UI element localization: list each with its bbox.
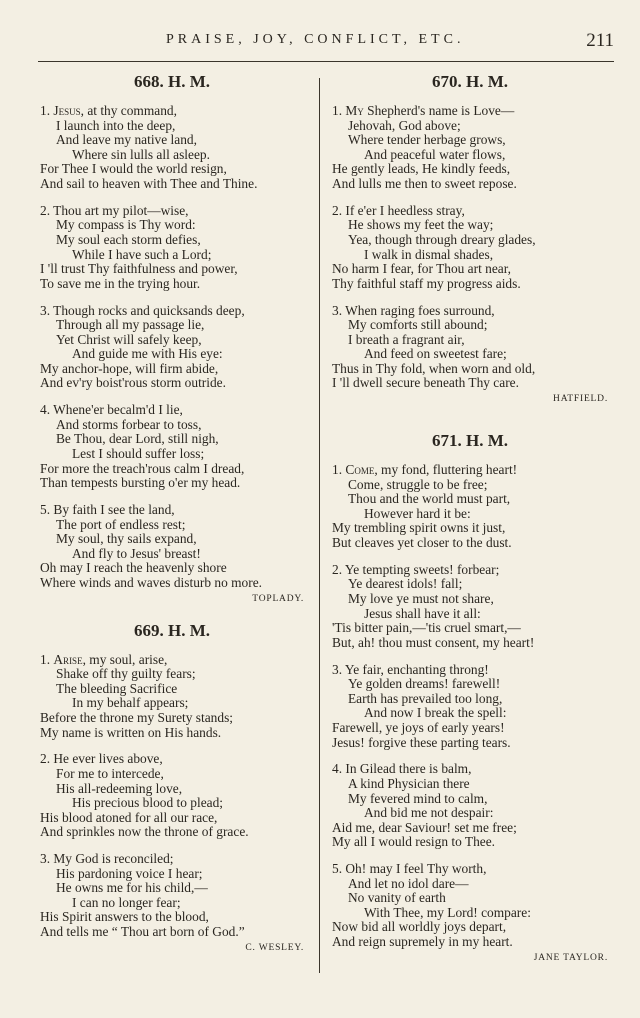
verse-line: His pardoning voice I hear; [56, 865, 203, 881]
verse-line: My name is written on His hands. [40, 724, 222, 740]
verse-line: Ye golden dreams! farewell! [348, 676, 501, 692]
verse-line: And bid me not despair: [364, 805, 494, 821]
stanza [40, 204, 304, 292]
verse-line: 3. My God is reconciled; [40, 851, 174, 867]
hymn-title: 670. H. M. [431, 72, 509, 91]
verse-line: His precious blood to plead; [72, 795, 223, 811]
verse-line: Come, struggle to be free; [348, 476, 488, 492]
verse-line: Earth has prevailed too long, [348, 690, 503, 706]
verse-line: In my behalf appears; [72, 695, 189, 711]
verse-line: And reign supremely in my heart. [332, 934, 513, 950]
verse-line: But cleaves yet closer to the dust. [332, 535, 512, 551]
verse-line: Where tender herbage grows, [348, 132, 506, 148]
verse-line: I 'll dwell secure beneath Thy care. [332, 375, 519, 391]
hymn-669 [40, 621, 304, 954]
stanza [332, 563, 608, 651]
verse-line: And sprinkles now the throne of grace. [40, 824, 249, 840]
verse-line: Jesus! forgive these parting tears. [332, 734, 511, 750]
verse-line: 2. Ye tempting sweets! forbear; [332, 561, 500, 577]
verse-line: My soul each storm defies, [56, 231, 201, 247]
verse-line: And now I break the spell: [364, 705, 507, 721]
stanza [332, 663, 608, 751]
verse-line: And sail to heaven with Thee and Thine. [40, 175, 258, 191]
hymn-title: 669. H. M. [133, 620, 211, 640]
verse-line: Yea, though through dreary glades, [348, 231, 536, 247]
verse-line: To save me in the trying hour. [40, 275, 201, 291]
verse-line: My anchor-hope, will firm abide, [40, 360, 219, 376]
verse-line: My all I would resign to Thee. [332, 834, 496, 850]
verse-line: I launch into the deep, [56, 117, 176, 133]
verse-line: My comforts still abound; [348, 317, 488, 333]
verse-line: Aid me, dear Saviour! set me free; [332, 819, 517, 835]
verse-line: And feed on sweetest fare; [364, 346, 507, 362]
stanza [40, 852, 304, 940]
verse-line: And leave my native land, [56, 132, 197, 148]
verse-line: 1. My Shepherd's name is Love— [332, 103, 515, 118]
hymn-author: C. WESLEY. [245, 942, 304, 953]
verse-line: He gently leads, He kindly feeds, [332, 161, 511, 177]
stanza [332, 463, 608, 551]
verse-line: I breath a fragrant air, [348, 331, 465, 347]
hymn-author: JANE TAYLOR. [533, 952, 608, 963]
stanza [40, 304, 304, 392]
verse-line: 3. Ye fair, enchanting throng! [332, 661, 489, 677]
stanza [332, 304, 608, 392]
verse-line: 2. He ever lives above, [40, 751, 163, 767]
verse-line: Before the throne my Surety stands; [40, 709, 234, 725]
verse-line: Thus in Thy fold, when worn and old, [332, 360, 536, 376]
running-title: PRAISE, JOY, CONFLICT, ETC. [166, 32, 465, 47]
verse-line: My compass is Thy word: [56, 217, 196, 233]
verse-line: I can no longer fear; [72, 894, 181, 910]
stanza [40, 403, 304, 491]
verse-line: Where sin lulls all asleep. [72, 146, 210, 162]
verse-line: Jehovah, God above; [348, 117, 461, 133]
stanza [332, 204, 608, 292]
verse-line: 5. By faith I see the land, [40, 502, 175, 517]
left-column [40, 62, 304, 954]
verse-line: For me to intercede, [56, 765, 164, 781]
verse-line: Oh may I reach the heavenly shore [40, 560, 227, 576]
stanza [40, 752, 304, 840]
verse-line: Where winds and waves disturb no more. [40, 574, 263, 590]
verse-line: Lest I should suffer loss; [72, 446, 205, 462]
hymn-title: 668. H. M. [133, 72, 211, 91]
verse-line: My love ye must not share, [348, 591, 494, 606]
stanza [332, 104, 608, 192]
verse-line: Thy faithful staff my progress aids. [332, 275, 521, 291]
hymn-670 [332, 72, 608, 405]
verse-line: His all-redeeming love, [56, 780, 183, 796]
stanza [40, 104, 304, 192]
hymn-author: HATFIELD. [553, 394, 608, 405]
right-column [332, 62, 608, 964]
column-divider [319, 78, 320, 973]
verse-line: And lulls me then to sweet repose. [332, 175, 517, 191]
verse-line: However hard it be: [364, 505, 471, 521]
verse-line: He shows my feet the way; [348, 217, 494, 233]
verse-line: Through all my passage lie, [56, 317, 205, 333]
verse-line: While I have such a Lord; [72, 246, 212, 262]
verse-line: 4. Whene'er becalm'd I lie, [40, 402, 183, 418]
stanza [332, 762, 608, 850]
verse-line: My fevered mind to calm, [348, 790, 488, 806]
stanza [40, 503, 304, 591]
verse-line: Yet Christ will safely keep, [56, 331, 202, 347]
verse-line: No harm I fear, for Thou art near, [332, 261, 512, 277]
verse-line: No vanity of earth [348, 890, 446, 906]
verse-line: Jesus shall have it all: [364, 605, 481, 621]
verse-line: My trembling spirit owns it just, [332, 520, 506, 536]
verse-line: 2. If e'er I heedless stray, [332, 202, 465, 218]
verse-line: With Thee, my Lord! compare: [364, 904, 531, 920]
hymn-671 [332, 431, 608, 964]
running-header [38, 30, 614, 54]
verse-line: 1. Arise, my soul, arise, [40, 651, 168, 667]
verse-line: And ev'ry boist'rous storm outride. [40, 375, 226, 391]
verse-line: Shake off thy guilty fears; [56, 666, 196, 682]
verse-line: And tells me “ Thou art born of God.” [40, 924, 245, 940]
verse-line: But, ah! thou must consent, my heart! [332, 634, 535, 650]
stanza [332, 862, 608, 950]
verse-line: A kind Physician there [348, 775, 470, 791]
hymn-title: 671. H. M. [431, 431, 509, 451]
verse-line: And storms forbear to toss, [56, 416, 202, 432]
verse-line: Be Thou, dear Lord, still nigh, [56, 431, 219, 447]
verse-line: 2. Thou art my pilot—wise, [40, 202, 189, 218]
verse-line: Ye dearest idols! fall; [348, 576, 463, 592]
verse-line: 'Tis bitter pain,—'tis cruel smart,— [332, 620, 521, 636]
verse-line: My soul, thy sails expand, [56, 531, 197, 547]
verse-line: He owns me for his child,— [56, 880, 208, 896]
verse-line: I 'll trust Thy faithfulness and power, [40, 261, 238, 277]
verse-line: Farewell, ye joys of early years! [332, 719, 505, 735]
stanza [40, 653, 304, 741]
verse-line: And let no idol dare— [348, 875, 469, 891]
verse-line: 1. Come, my fond, fluttering heart! [332, 462, 518, 478]
verse-line: And fly to Jesus' breast! [72, 545, 201, 561]
verse-line: 5. Oh! may I feel Thy worth, [332, 861, 487, 877]
verse-line: The bleeding Sacrifice [56, 680, 178, 696]
hymn-668 [40, 72, 304, 605]
verse-line: Than tempests bursting o'er my head. [40, 475, 241, 491]
verse-line: And guide me with His eye: [72, 346, 223, 362]
verse-line: His blood atoned for all our race, [40, 809, 218, 825]
verse-line: The port of endless rest; [56, 516, 186, 532]
hymn-author: TOPLADY. [252, 593, 304, 604]
verse-line: And peaceful water flows, [364, 146, 506, 162]
verse-line: Thou and the world must part, [348, 491, 511, 507]
verse-line: 1. Jesus, at thy command, [40, 103, 177, 118]
verse-line: For Thee I would the world resign, [40, 161, 227, 177]
verse-line: I walk in dismal shades, [364, 246, 494, 262]
verse-line: For more the treach'rous calm I dread, [40, 460, 245, 476]
verse-line: 4. In Gilead there is balm, [332, 761, 472, 777]
verse-line: Now bid all worldly joys depart, [332, 919, 507, 935]
verse-line: 3. When raging foes surround, [332, 302, 495, 318]
page-number: 211 [586, 30, 614, 51]
verse-line: His Spirit answers to the blood, [40, 909, 209, 925]
verse-line: 3. Though rocks and quicksands deep, [40, 302, 245, 318]
